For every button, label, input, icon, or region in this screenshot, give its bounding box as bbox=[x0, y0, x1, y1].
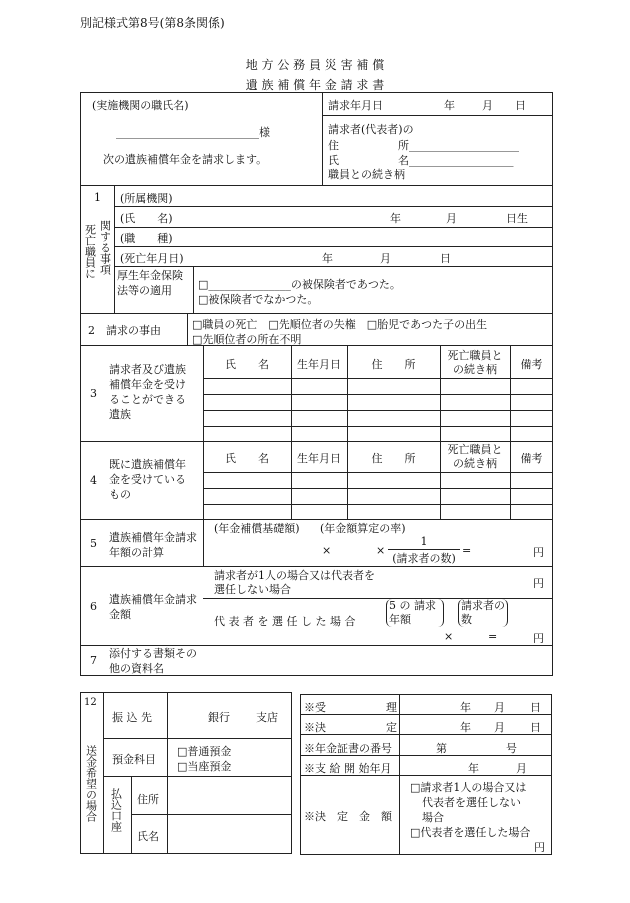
current-deposit-option[interactable]: □当座預金 bbox=[177, 760, 232, 773]
rate-label: (年金額算定の率) bbox=[320, 522, 406, 535]
cert-go: 号 bbox=[506, 742, 517, 755]
decision-yen: 円 bbox=[534, 841, 545, 854]
org-label: (実施機関の職氏名) bbox=[92, 99, 189, 112]
decision-option-2: □代表者を選任した場合 bbox=[410, 826, 531, 839]
payment-start-month: 月 bbox=[516, 762, 527, 775]
section12-number: 12 bbox=[84, 697, 97, 708]
times-6: × bbox=[444, 630, 454, 643]
section7-number: 7 bbox=[90, 654, 97, 667]
rep-case: 代 表 者 を 選 任 し た 場 合 bbox=[214, 615, 356, 628]
form-number: 別記様式第8号(第8条関係) bbox=[80, 16, 225, 30]
birth-month[interactable]: 月 bbox=[446, 212, 457, 225]
section4-col-name: 氏 名 bbox=[225, 452, 269, 465]
decided-month: 月 bbox=[494, 721, 505, 734]
yen-6b: 円 bbox=[533, 632, 544, 645]
times-1: × bbox=[322, 544, 332, 557]
section6-label: 遺族補償年金請求金額 bbox=[109, 593, 197, 621]
request-day[interactable]: 日 bbox=[515, 99, 526, 112]
single-claimant-case: 請求者が1人の場合又は代表者を選任しない場合 bbox=[214, 569, 375, 596]
account-address-label: 住所 bbox=[137, 793, 159, 806]
section4-col-relation: 死亡職員との続き柄 bbox=[447, 443, 503, 470]
section5-number: 5 bbox=[90, 537, 97, 550]
section4-number: 4 bbox=[90, 474, 97, 487]
received-label-b: 理 bbox=[386, 701, 397, 714]
relation-label: 職員との続き柄 bbox=[328, 168, 405, 181]
equals-6: = bbox=[488, 630, 498, 643]
decided-year: 年 bbox=[460, 721, 471, 734]
times-2: × bbox=[376, 544, 386, 557]
section1-number: 1 bbox=[94, 191, 101, 204]
cert-dai: 第 bbox=[436, 742, 447, 755]
section1-vertical-b: 関する事項 bbox=[98, 220, 112, 275]
birth-day[interactable]: 日生 bbox=[506, 212, 528, 225]
section5-label: 遺族補償年金請求年額の計算 bbox=[109, 531, 197, 559]
request-date-label: 請求年月日 bbox=[328, 99, 383, 112]
request-year[interactable]: 年 bbox=[444, 99, 455, 112]
request-text: 次の遺族補償年金を請求します。 bbox=[103, 153, 268, 166]
name-field[interactable]: 名___________________ bbox=[398, 154, 514, 167]
decision-option-1b: 代表者を選任しない bbox=[422, 796, 521, 809]
bank-label: 銀行 bbox=[208, 711, 230, 724]
section2-options-2[interactable]: □先順位者の所在不明 bbox=[192, 333, 302, 346]
death-day[interactable]: 日 bbox=[440, 252, 451, 265]
fraction-numerator: 1 bbox=[420, 535, 428, 548]
equals-5: = bbox=[462, 544, 472, 557]
claimants-count-box: 請求者の数 bbox=[458, 599, 508, 627]
branch-label: 支店 bbox=[256, 711, 278, 724]
payment-start-year: 年 bbox=[468, 762, 479, 775]
address-label: 住 bbox=[328, 139, 339, 152]
pension-not-insured-option[interactable]: □被保険者でなかつた。 bbox=[198, 293, 319, 306]
section2-options-1[interactable]: □職員の死亡 □先順位者の失権 □胎児であつた子の出生 bbox=[192, 318, 488, 331]
pension-insured-option[interactable]: □_______________の被保険者であつた。 bbox=[198, 278, 401, 291]
section12-vertical-label: 送金希望の場合 bbox=[84, 745, 98, 822]
annual-amount-box: 5 の 請求年額 bbox=[386, 599, 444, 627]
account-name-label: 氏名 bbox=[137, 830, 159, 843]
received-year: 年 bbox=[460, 701, 471, 714]
section1-vertical-a: 死亡職員に bbox=[83, 224, 97, 279]
section7-label: 添付する書類その他の資料名 bbox=[109, 647, 197, 675]
death-month[interactable]: 月 bbox=[380, 252, 391, 265]
pension-law-label: 厚生年金保険法等の適用 bbox=[117, 269, 183, 297]
section4-label: 既に遺族補償年金を受けているもの bbox=[109, 458, 186, 501]
yen-6a: 円 bbox=[533, 577, 544, 590]
cert-number-label: ※年金証書の番号 bbox=[304, 742, 392, 755]
death-year[interactable]: 年 bbox=[322, 252, 333, 265]
received-month: 月 bbox=[494, 701, 505, 714]
form-title-1: 地 方 公 務 員 災 害 補 償 bbox=[245, 58, 385, 72]
section2-label: 2 請求の事由 bbox=[88, 324, 161, 337]
section3-col-address: 住 所 bbox=[371, 358, 416, 371]
section3-label: 請求者及び遺族補償年金を受けることができる遺族 bbox=[109, 363, 186, 421]
received-label-a: ※受 bbox=[304, 701, 326, 714]
section3-col-name: 氏 名 bbox=[225, 358, 269, 371]
death-date-label: (死亡年月日) bbox=[120, 252, 184, 265]
section3-col-birth: 生年月日 bbox=[297, 358, 341, 371]
decision-option-1c: 場合 bbox=[422, 811, 444, 824]
payment-start-label: ※支 給 開 始年月 bbox=[304, 762, 392, 775]
yen-5: 円 bbox=[533, 546, 544, 559]
claimant-rep-label: 請求者(代表者)の bbox=[328, 123, 414, 136]
decided-label-a: ※決 bbox=[304, 721, 326, 734]
form-title-2: 遺 族 補 償 年 金 請 求 書 bbox=[245, 78, 385, 92]
section4-col-address: 住 所 bbox=[371, 452, 416, 465]
section4-col-birth: 生年月日 bbox=[297, 452, 341, 465]
received-day: 日 bbox=[530, 701, 541, 714]
section3-col-remarks: 備考 bbox=[520, 358, 543, 371]
account-vertical-label: 払込口座 bbox=[109, 788, 123, 832]
name-label: 氏 bbox=[328, 154, 339, 167]
base-amount-label: (年金補償基礎額) bbox=[214, 522, 300, 535]
section6-number: 6 bbox=[90, 600, 97, 613]
fraction-denominator: (請求者の数) bbox=[392, 552, 456, 565]
decided-day: 日 bbox=[530, 721, 541, 734]
deceased-affiliation[interactable]: (所属機関) bbox=[120, 192, 173, 205]
addressee-line[interactable]: __________________________様 bbox=[116, 126, 270, 139]
request-month[interactable]: 月 bbox=[482, 99, 493, 112]
deceased-name[interactable]: (氏 名) bbox=[120, 212, 173, 225]
decided-label-b: 定 bbox=[386, 721, 397, 734]
deposit-type-label: 預金科目 bbox=[112, 753, 156, 766]
section4-col-remarks: 備考 bbox=[520, 452, 543, 465]
decision-option-1a: □請求者1人の場合又は bbox=[410, 781, 527, 794]
decision-amount-label: ※決 定 金 額 bbox=[304, 810, 392, 823]
section3-number: 3 bbox=[90, 387, 97, 400]
birth-year[interactable]: 年 bbox=[390, 212, 401, 225]
transfer-to-label: 振 込 先 bbox=[112, 711, 152, 724]
deceased-job[interactable]: (職 種) bbox=[120, 232, 173, 245]
section3-col-relation: 死亡職員との続き柄 bbox=[447, 349, 503, 376]
address-field[interactable]: 所____________________ bbox=[398, 139, 519, 152]
ordinary-deposit-option[interactable]: □普通預金 bbox=[177, 745, 232, 758]
